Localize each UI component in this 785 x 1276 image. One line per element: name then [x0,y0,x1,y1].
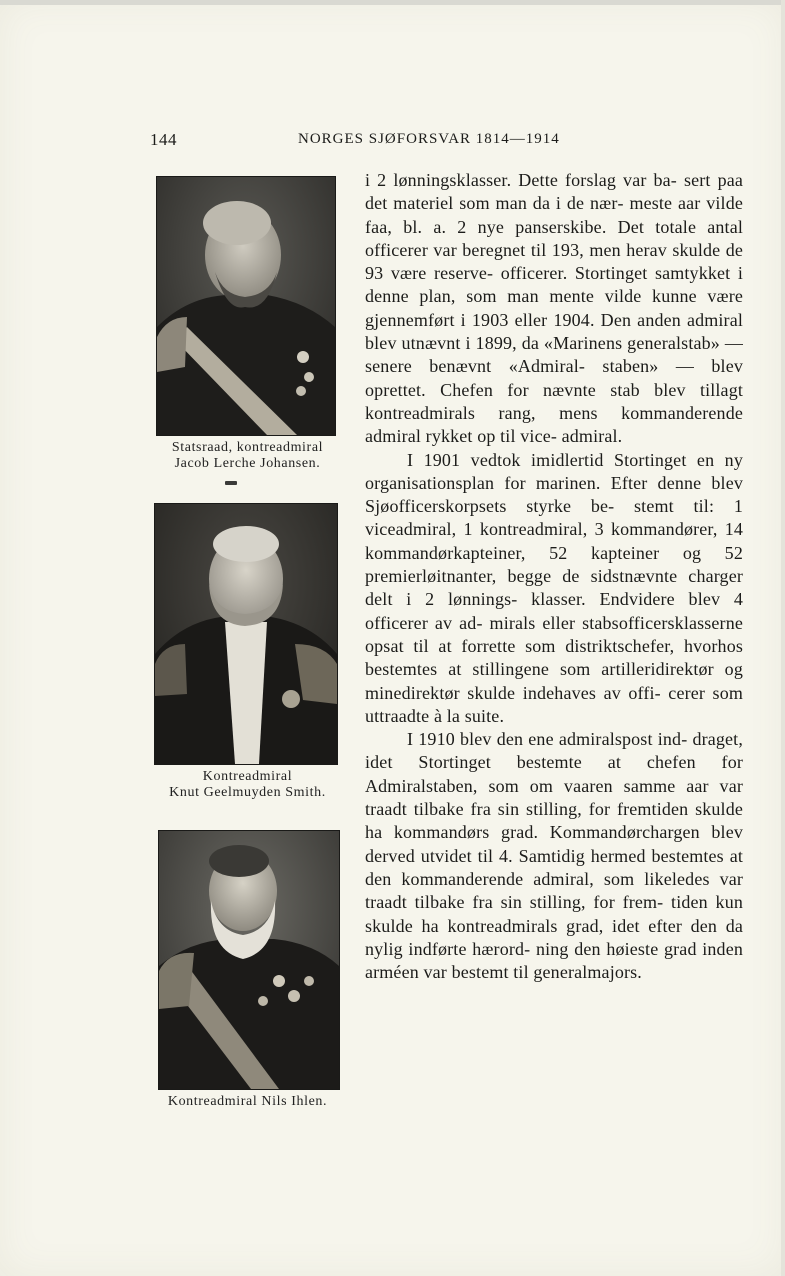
scan-edge [0,0,785,5]
body-text [365,169,743,984]
figure-portrait-2 [150,503,345,801]
portrait-image [159,831,339,1089]
running-title: NORGES SJØFORSVAR 1814—1914 [298,131,560,147]
page-header [150,130,750,152]
figure-caption [150,440,345,472]
caption-line: Knut Geelmuyden Smith. [169,785,326,800]
caption-line: Kontreadmiral [202,769,293,784]
portrait-photo [154,503,338,765]
scan-edge [781,0,785,1276]
caption-line: Kontreadmiral Nils Ihlen. [167,1094,328,1109]
caption-line: Jacob Lerche Johansen. [174,456,321,471]
page-number: 144 [150,130,177,149]
figure-portrait-1 [150,176,345,472]
figure-caption [150,1094,345,1110]
portrait-image [155,504,337,764]
library-stamp-mark [225,481,237,485]
portrait-photo [158,830,340,1090]
portrait-photo [156,176,336,436]
paragraph: i 2 lønningsklasser. Dette forslag var ba‑ sert paa det materiel som man da i de nær‑ meste aar vilde faa, bl. a. 2 nye panserskibe. Det totale antal officerer var beregnet til 193, men herav skulde de 93 være reserve‑ officerer. Stortinget samtykket i denne plan, som man mente vilde kunne være gjennemført i 1903 eller 1904. Den anden admiral blev utnævnt i 1899, da «Marinens generalstab» — senere benævnt «Admiral‑ staben» — blev oprettet. Chefen for nævnte stab blev tillagt kontreadmirals rang, mens kommanderende admiral rykket op til vice‑ admiral. [365,170,743,447]
figure-portrait-3 [150,830,345,1110]
caption-line: Statsraad, kontreadmiral [171,440,324,455]
paragraph: I 1910 blev den ene admiralspost ind‑ draget, idet Stortinget bestemte at chefen for Admiralstaben, som om vaaren samme aar var traadt tilbake fra sin stilling, for fremtiden skulde ha kommandørs grad. Kommandørchargen blev derved utvidet til 4. Samtidig hermed bestemtes at den kommanderende admiral, som likeledes var traadt tilbake fra sin stilling, for frem‑ tiden kun skulde ha kontreadmirals grad, idet efter den da nylig indførte hærord‑ ning den høieste grad inden arméen var bestemt til generalmajors. [365,729,743,983]
paragraph: I 1901 vedtok imidlertid Stortinget en ny organisationsplan for marinen. Efter denne blev Sjøofficerskorpsets styrke be‑ stemt til: 1 viceadmiral, 1 kontreadmiral, 3 kommandører, 14 kommandørkapteiner, 52 kapteiner og 52 premierløitnanter, begge de sidstnævnte charger delt i 2 lønnings‑ klasser. Endvidere blev 4 officerer av ad‑ mirals eller stabsofficersklasserne opsat til at forrette som distriktschefer, hvorhos bestemtes at stillingene som artilleridirektør og minedirektør skulde indehaves av offi‑ cerer som uttraadte à la suite. [365,449,743,726]
figure-caption [150,769,345,801]
portrait-image [157,177,335,435]
